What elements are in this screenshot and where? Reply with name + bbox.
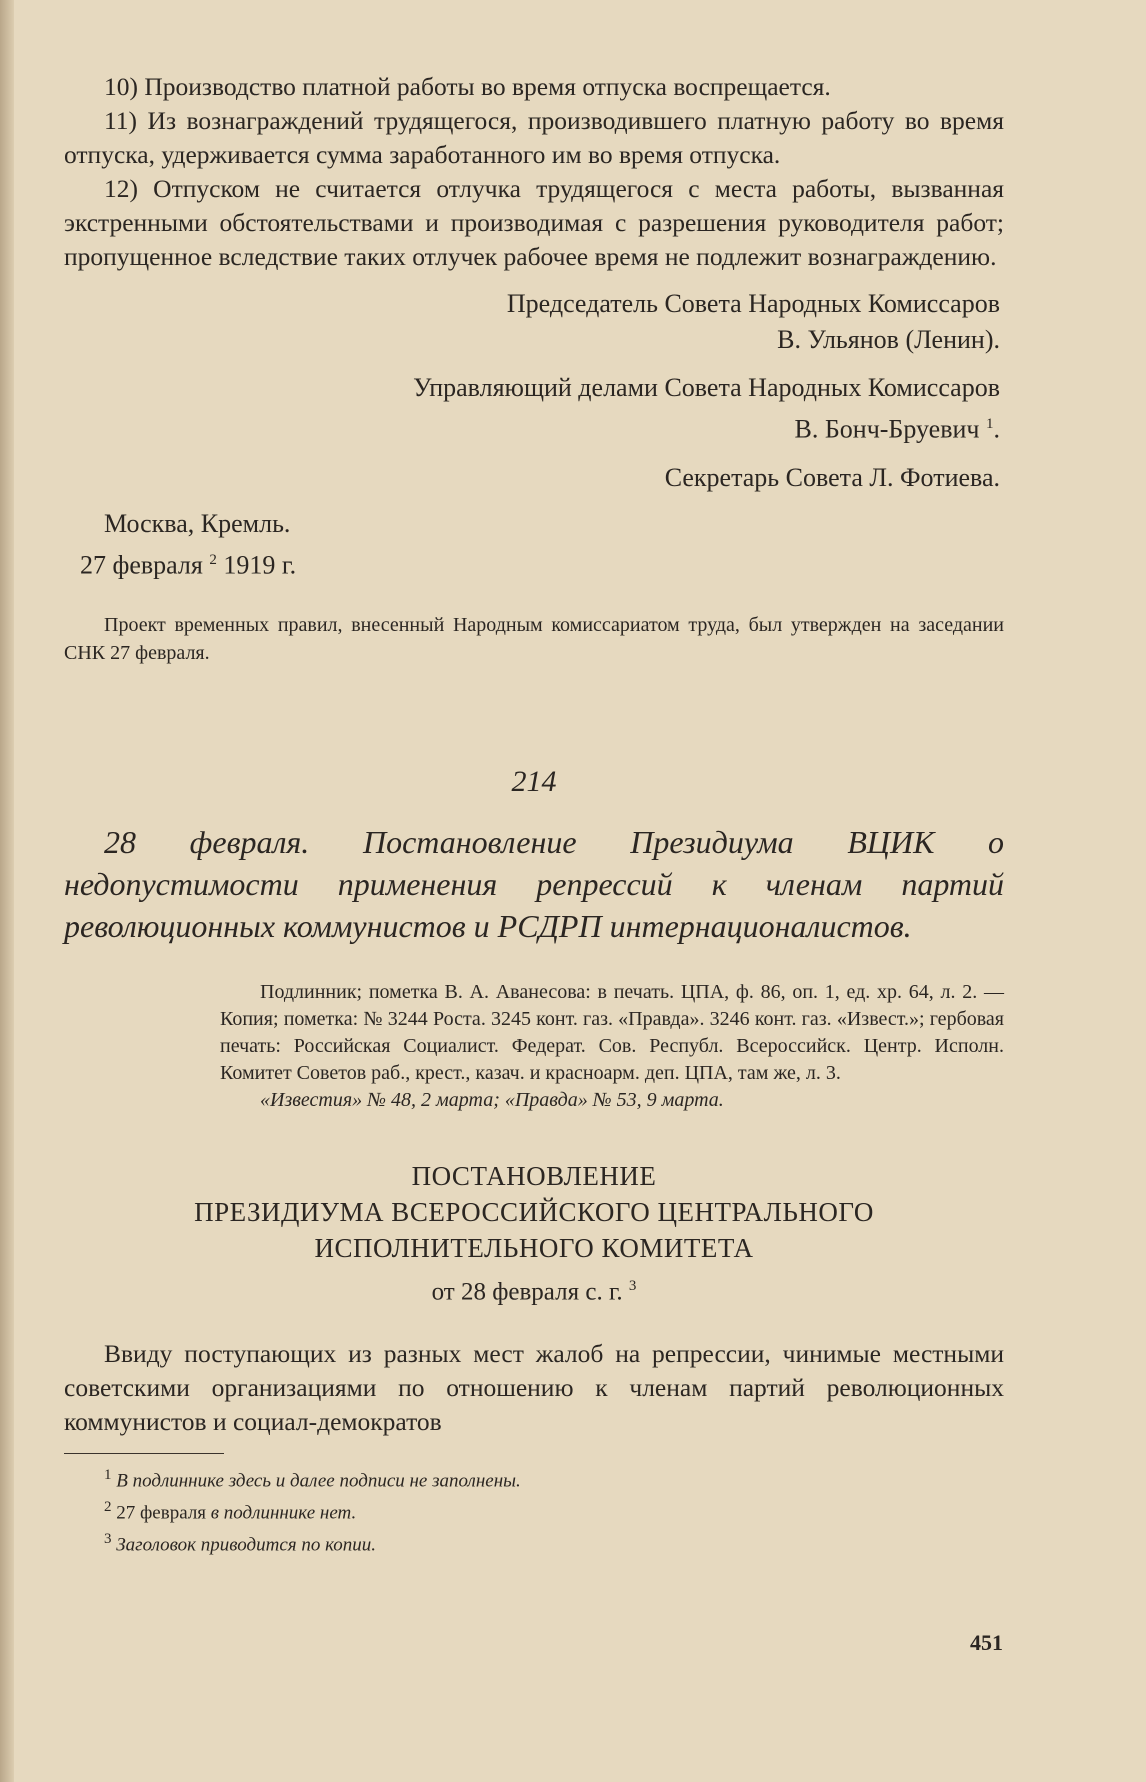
signature-manager-title: Управляющий делами Совета Народных Комиссаров xyxy=(413,373,1000,402)
resolution-heading xyxy=(64,1158,1004,1266)
place-date xyxy=(80,506,1004,584)
date-day: 27 февраля xyxy=(80,550,203,580)
heading-line-1: ПОСТАНОВЛЕНИЕ xyxy=(411,1161,657,1192)
footnote-1 xyxy=(104,1462,1004,1494)
document-publication: «Известия» № 48, 2 марта; «Правда» № 53, 9 марта. xyxy=(260,1089,724,1112)
signature-block xyxy=(64,286,1004,496)
signature-manager-end: . xyxy=(993,414,1000,444)
place-city: Москва, Кремль. xyxy=(104,508,291,538)
footnote-3-text: Заголовок приводится по копии. xyxy=(116,1534,377,1556)
footnote-2-num: 2 xyxy=(104,1498,112,1515)
resolution-subheading xyxy=(64,1278,1004,1306)
heading-line-2: ПРЕЗИДИУМА ВСЕРОССИЙСКОГО ЦЕНТРАЛЬНОГО xyxy=(194,1197,874,1228)
footnote-rule xyxy=(64,1453,224,1454)
paragraph-11: 11) Из вознаграждений трудящегося, производившего платную работу во время отпуска, удерживается сумма заработанного им во время отпуска. xyxy=(64,106,1004,169)
paragraph-10: 10) Производство платной работы во время отпуска воспрещается. xyxy=(104,72,831,101)
footnote-1-num: 1 xyxy=(104,1466,112,1483)
signature-manager-name: В. Бонч-Бруевич xyxy=(794,414,980,444)
heading-line-3: ИСПОЛНИТЕЛЬНОГО КОМИТЕТА xyxy=(314,1233,754,1264)
page-number: 451 xyxy=(970,1630,1003,1655)
footnote-3 xyxy=(104,1526,1004,1558)
page-binding-edge xyxy=(0,0,14,1782)
resolution-body: Ввиду поступающих из разных мест жалоб на репрессии, чинимые местными советскими организациями по отношению к членам партий революционных коммунистов и социал-демократов xyxy=(64,1338,1004,1436)
subheading-text: от 28 февраля с. г. xyxy=(431,1278,623,1306)
paragraph-12: 12) Отпуском не считается отлучка трудящегося с места работы, вызванная экстренными обстоятельствами и производимая с разрешения руководителя работ; пропущенное вследствие таких отлучек рабочее время не подлежит вознаграждению. xyxy=(64,174,1004,271)
place-date-line xyxy=(80,542,1004,584)
document-number: 214 xyxy=(511,765,557,799)
footnote-ref-1: 1 xyxy=(986,416,994,432)
footnote-2-text-a: 27 февраля xyxy=(116,1502,207,1524)
signature-chairman-title: Председатель Совета Народных Комиссаров xyxy=(506,289,1000,318)
footnote-ref-3: 3 xyxy=(628,1278,637,1295)
signature-chairman-name: В. Ульянов (Ленин). xyxy=(777,325,1000,354)
editor-note: Проект временных правил, внесенный Народным комиссариатом труда, был утвержден на заседании СНК 27 февраля. xyxy=(64,614,1004,665)
footnote-ref-2: 2 xyxy=(209,551,217,568)
footnote-3-num: 3 xyxy=(104,1531,112,1548)
date-year: 1919 г. xyxy=(223,550,297,580)
footnote-2 xyxy=(104,1494,1004,1526)
document-source: Подлинник; пометка В. А. Аванесова: в печать. ЦПА, ф. 86, оп. 1, ед. хр. 64, л. 2. — Копия; пометка: № 3244 Роста. 3245 конт. газ. «Правда». 3246 конт. газ. «Извест.»; гербовая печать: Российская Социалист. Федерат. Сов. Республ. Всероссийск. Центр. Исполн. Комитет Советов раб., крест., казач. и красноарм. деп. ЦПА, там же, л. 3. xyxy=(220,981,1004,1085)
footnote-1-text: В подлиннике здесь и далее подписи не заполнены. xyxy=(116,1469,521,1491)
footnote-2-text-b: в подлиннике нет. xyxy=(210,1502,357,1524)
document-title: 28 февраля. Постановление Президиума ВЦИК о недопустимости применения репрессий к членам партий революционных коммунистов и РСДРП интернационалистов. xyxy=(64,824,1004,945)
signature-secretary: Секретарь Совета Л. Фотиева. xyxy=(664,462,1000,492)
signature-manager-line xyxy=(64,406,1004,448)
book-page xyxy=(64,70,1004,1559)
